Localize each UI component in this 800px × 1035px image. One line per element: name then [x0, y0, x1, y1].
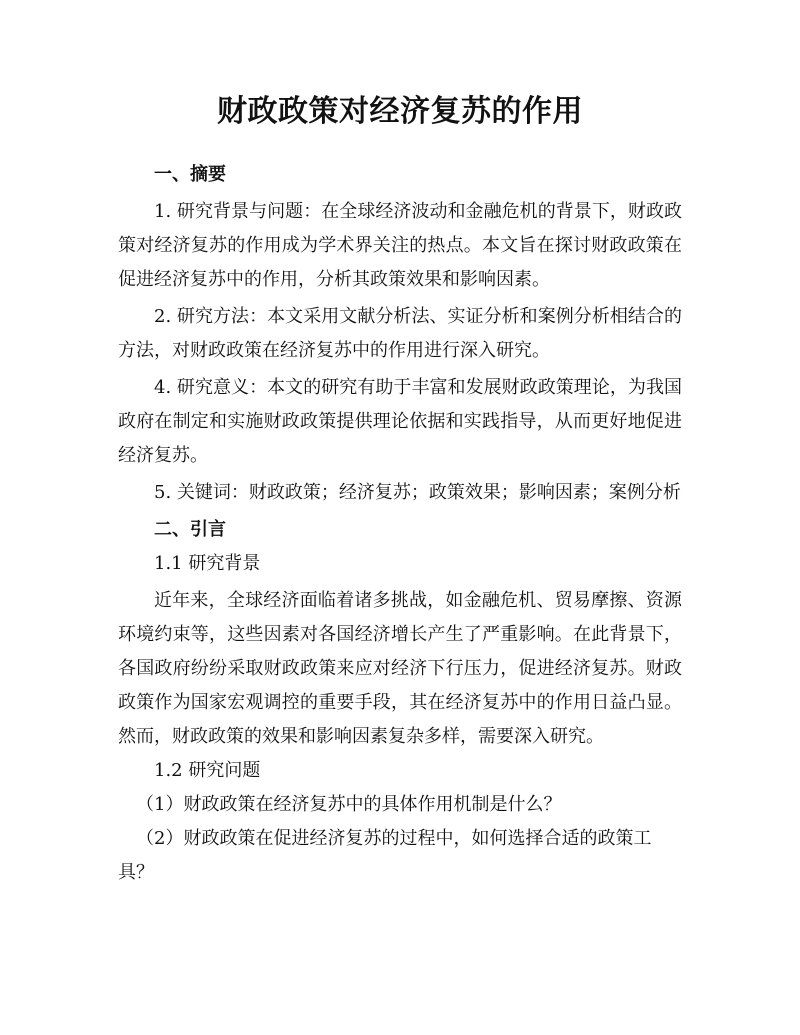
abstract-section	[118, 158, 682, 510]
research-question-2: （2）财政政策在促进经济复苏的过程中，如何选择合适的政策工具？	[118, 828, 652, 883]
questions-subheading: 1.2 研究问题	[154, 760, 261, 781]
introduction-section	[118, 513, 682, 890]
abstract-heading: 一、摘要	[154, 164, 226, 185]
research-question-1: （1）财政政策在经济复苏中的具体作用机制是什么？	[136, 794, 562, 815]
introduction-heading: 二、引言	[154, 519, 226, 540]
abstract-background-paragraph: 1. 研究背景与问题：在全球经济波动和金融危机的背景下，财政政策对经济复苏的作用成为学术界关注的热点。本文旨在探讨财政政策在促进经济复苏中的作用，分析其政策效果和影响因素。	[118, 201, 682, 290]
background-subheading: 1.1 研究背景	[154, 553, 261, 574]
abstract-keywords-paragraph: 5. 关键词：财政政策；经济复苏；政策效果；影响因素；案例分析	[154, 482, 681, 503]
abstract-significance-paragraph: 4. 研究意义：本文的研究有助于丰富和发展财政政策理论，为我国政府在制定和实施财政政策提供理论依据和实践指导，从而更好地促进经济复苏。	[118, 377, 682, 466]
background-paragraph: 近年来，全球经济面临着诸多挑战，如金融危机、贸易摩擦、资源环境约束等，这些因素对各国经济增长产生了严重影响。在此背景下，各国政府纷纷采取财政政策来应对经济下行压力，促进经济复苏。财政政策作为国家宏观调控的重要手段，其在经济复苏中的作用日益凸显。然而，财政政策的效果和影响因素复杂多样，需要深入研究。	[118, 590, 682, 747]
abstract-method-paragraph: 2. 研究方法：本文采用文献分析法、实证分析和案例分析相结合的方法，对财政政策在经济复苏中的作用进行深入研究。	[118, 306, 682, 361]
document-title: 财政政策对经济复苏的作用	[217, 94, 583, 129]
